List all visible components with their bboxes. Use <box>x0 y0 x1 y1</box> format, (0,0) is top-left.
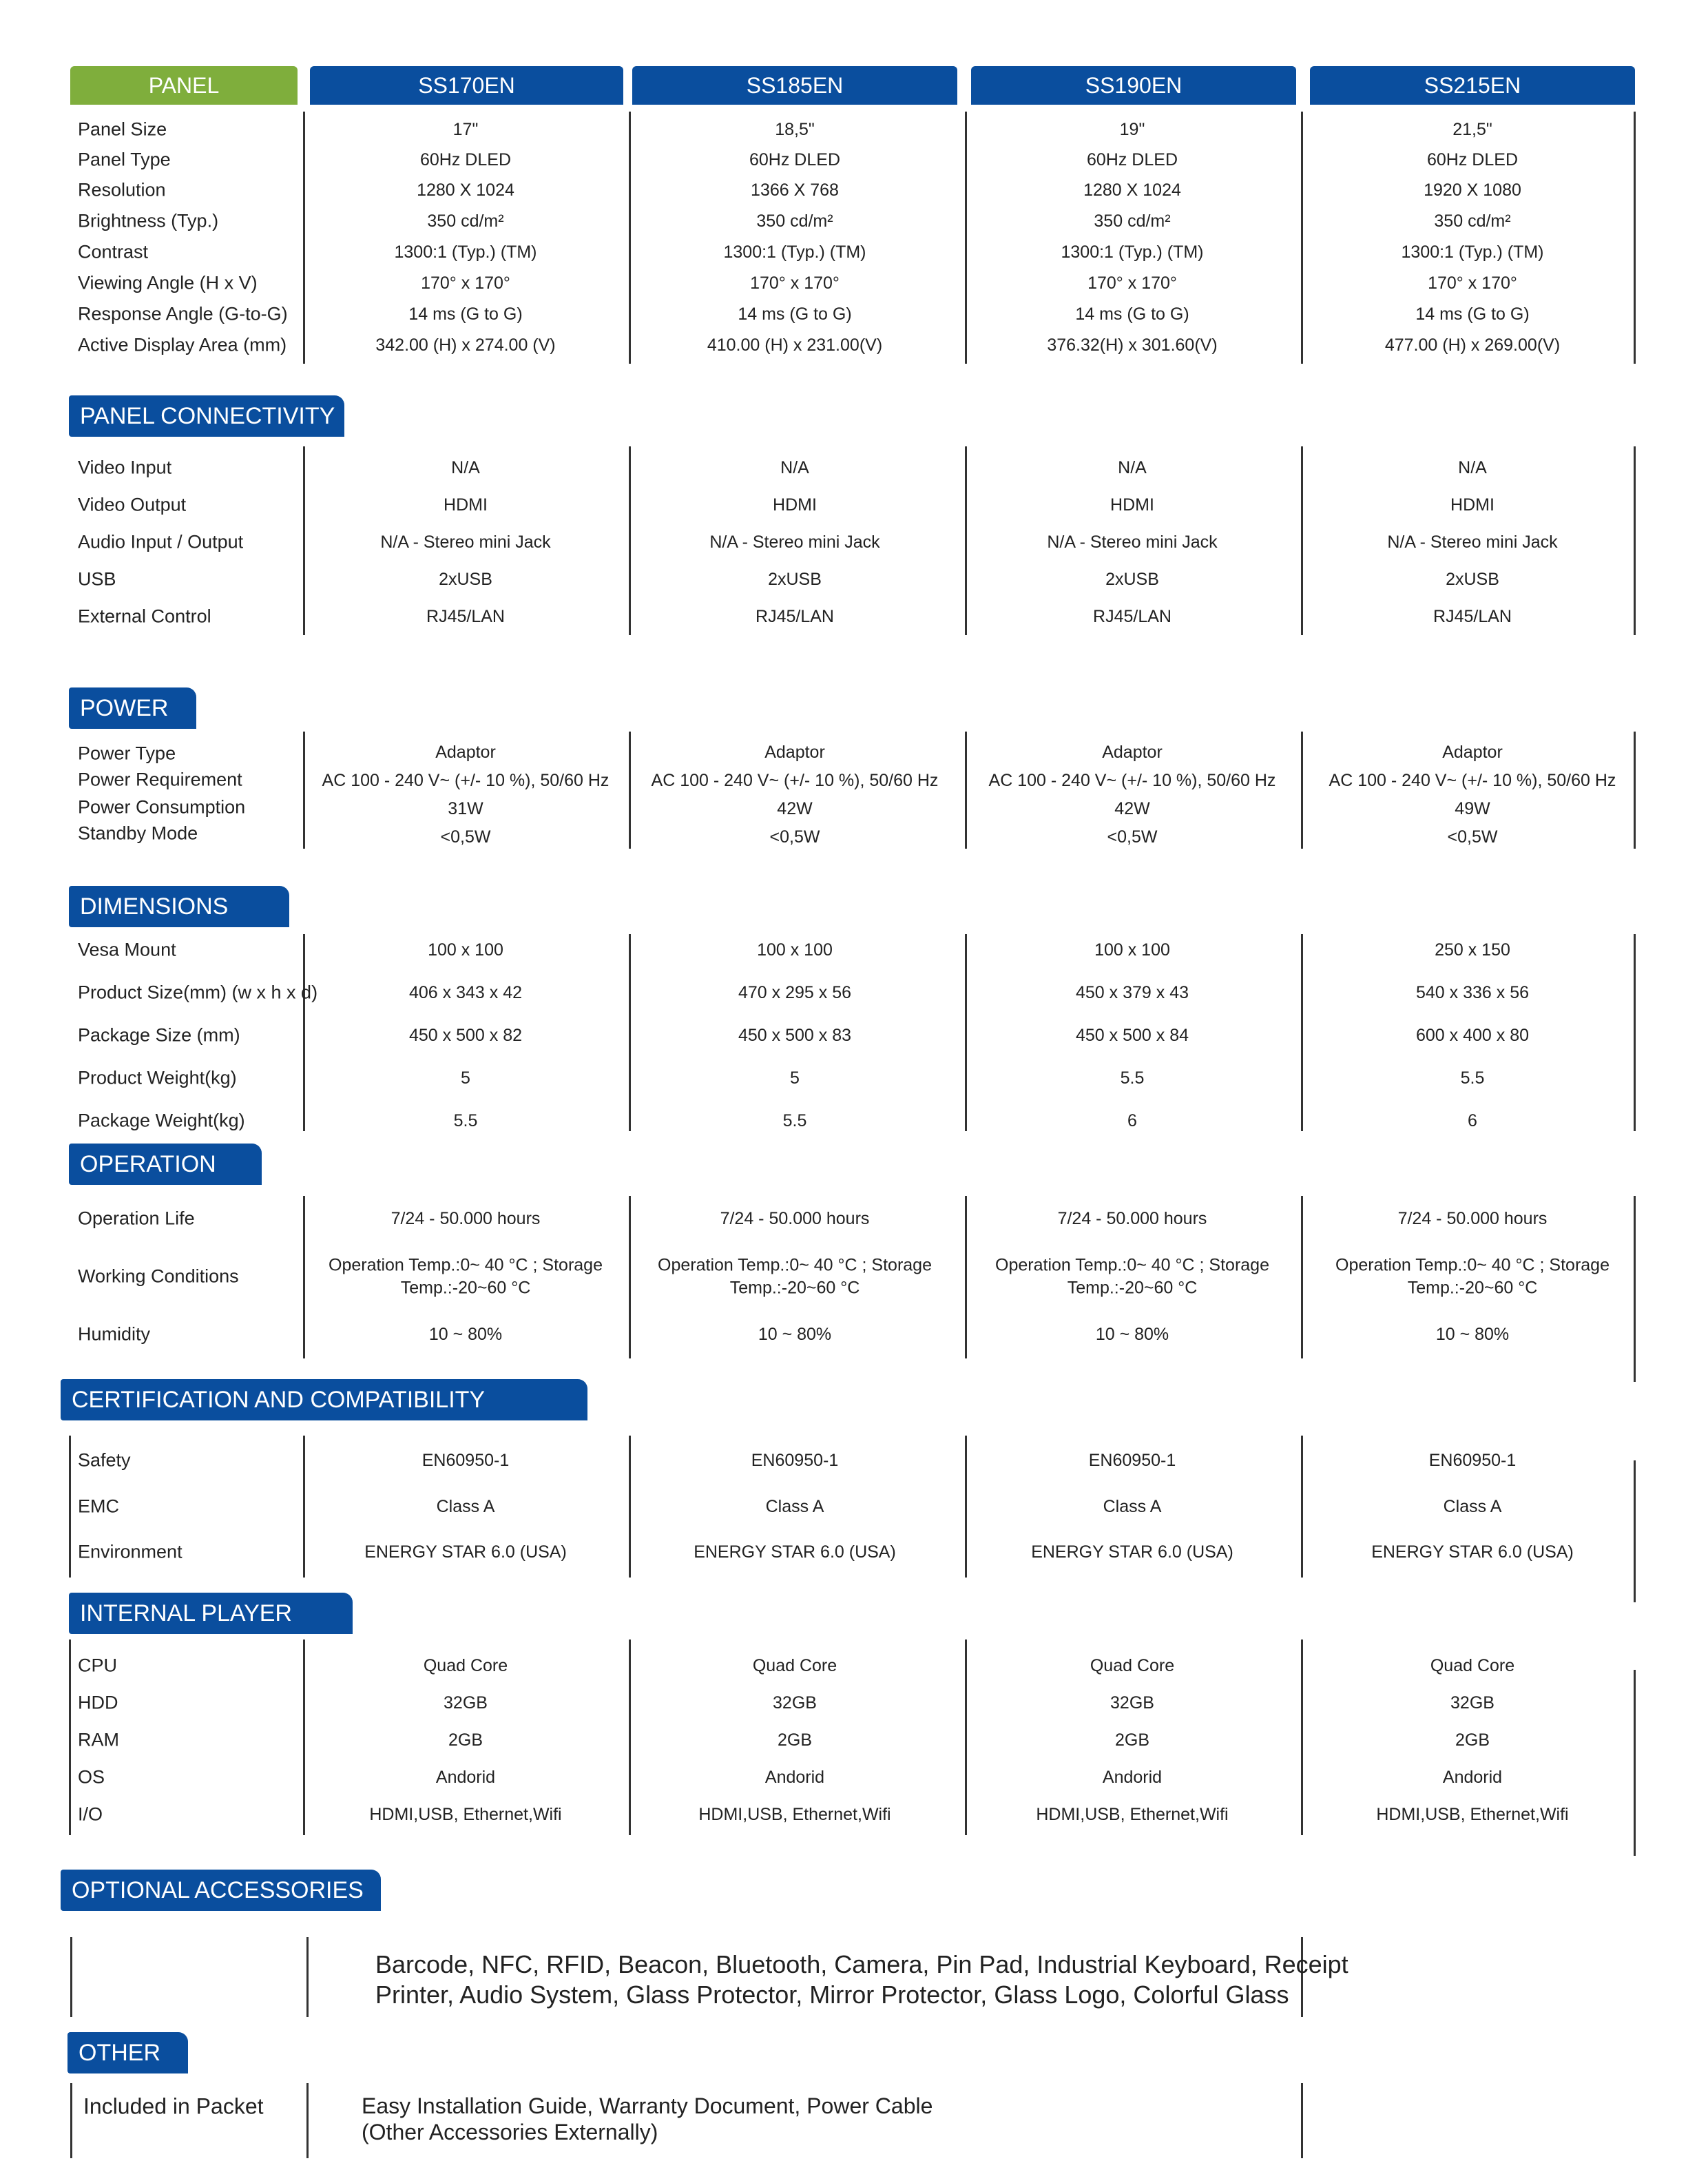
cell-value: Quad Core <box>1430 1655 1515 1675</box>
row-label: OS <box>78 1766 105 1788</box>
cell-value: ENERGY STAR 6.0 (USA) <box>1031 1542 1233 1562</box>
cell-value: HDMI,USB, Ethernet,Wifi <box>369 1804 562 1824</box>
column-divider <box>1301 112 1303 364</box>
cell-value: <0,5W <box>769 827 820 847</box>
cell-value: 1300:1 (Typ.) (TM) <box>394 242 537 262</box>
cell-value: RJ45/LAN <box>426 606 505 626</box>
row-label: Power Consumption <box>78 796 246 818</box>
cell-value: 5.5 <box>1120 1068 1145 1088</box>
cell-value: 10 ~ 80% <box>758 1324 832 1344</box>
cell-value: EN60950-1 <box>421 1450 510 1470</box>
accessories-line: Barcode, NFC, RFID, Beacon, Bluetooth, Camera, Pin Pad, Industrial Keyboard, Receipt <box>375 1950 1348 1978</box>
column-divider <box>1634 1223 1636 1382</box>
cell-value: 7/24 - 50.000 hours <box>720 1208 870 1228</box>
cell-value: AC 100 - 240 V~ (+/- 10 %), 50/60 Hz <box>651 770 939 790</box>
row-label: Package Size (mm) <box>78 1024 240 1046</box>
column-divider <box>306 2083 309 2158</box>
cell-value: N/A - Stereo mini Jack <box>380 532 551 552</box>
section-title-panel-connectivity: PANEL CONNECTIVITY <box>69 395 344 437</box>
cell-value: RJ45/LAN <box>756 606 834 626</box>
column-divider <box>69 1436 71 1578</box>
cell-value: Adaptor <box>1442 742 1503 762</box>
row-label: Video Input <box>78 457 172 478</box>
cell-value: 17" <box>452 119 479 139</box>
cell-value: 1366 X 768 <box>751 180 839 200</box>
cell-value: <0,5W <box>1447 827 1498 847</box>
column-divider <box>965 934 967 1131</box>
row-label: Contrast <box>78 241 149 262</box>
included-items <box>362 2093 933 2145</box>
cell-value: Andorid <box>764 1767 825 1787</box>
cell-value: 450 x 379 x 43 <box>1075 982 1189 1002</box>
cell-value: 350 cd/m² <box>1434 211 1511 231</box>
cell-value: 100 x 100 <box>757 940 833 960</box>
cell-value: Andorid <box>435 1767 496 1787</box>
cell-value: ENERGY STAR 6.0 (USA) <box>364 1542 567 1562</box>
cell-value: 450 x 500 x 83 <box>738 1025 851 1045</box>
cell-value: AC 100 - 240 V~ (+/- 10 %), 50/60 Hz <box>322 770 610 790</box>
cell-value: N/A <box>451 457 480 477</box>
cell-value: Class A <box>1443 1496 1502 1516</box>
cell-value: 5.5 <box>453 1110 478 1130</box>
column-divider <box>1301 732 1303 849</box>
cell-value: 1300:1 (Typ.) (TM) <box>723 242 866 262</box>
cell-value: 100 x 100 <box>428 940 503 960</box>
cell-value: 350 cd/m² <box>427 211 504 231</box>
row-label: Panel Type <box>78 149 171 170</box>
row-label: USB <box>78 568 116 590</box>
cell-value: 470 x 295 x 56 <box>738 982 851 1002</box>
column-divider <box>1301 1640 1303 1835</box>
column-divider <box>629 446 631 635</box>
cell-value: 2GB <box>1114 1730 1150 1750</box>
panel-header: PANEL <box>70 66 298 105</box>
accessories-line: Printer, Audio System, Glass Protector, Mirror Protector, Glass Logo, Colorful Glass <box>375 1980 1289 2009</box>
cell-value: 21,5" <box>1452 119 1492 139</box>
row-label: Resolution <box>78 179 166 200</box>
cell-value: Operation Temp.:0~ 40 °C ; Storage Temp.:-20~60 °C <box>995 1255 1269 1297</box>
cell-value: 342.00 (H) x 274.00 (V) <box>375 335 556 355</box>
cell-value: 60Hz DLED <box>1427 149 1518 169</box>
cell-value: Andorid <box>1102 1767 1163 1787</box>
column-divider <box>629 1436 631 1578</box>
column-divider <box>629 112 631 364</box>
section-title-optional-accessories: OPTIONAL ACCESSORIES <box>61 1870 381 1911</box>
model-header: SS170EN <box>310 66 623 105</box>
cell-value: 32GB <box>444 1693 488 1713</box>
section-title-dimensions: DIMENSIONS <box>69 886 289 927</box>
column-divider <box>70 1937 72 2017</box>
cell-value: 60Hz DLED <box>1087 149 1178 169</box>
cell-value: 31W <box>448 798 483 818</box>
cell-value: RJ45/LAN <box>1433 606 1512 626</box>
cell-value: N/A <box>1118 457 1147 477</box>
column-divider <box>629 1640 631 1835</box>
cell-value: ENERGY STAR 6.0 (USA) <box>1371 1542 1574 1562</box>
cell-value: 49W <box>1455 798 1490 818</box>
cell-value: 14 ms (G to G) <box>738 304 852 324</box>
row-label: Product Weight(kg) <box>78 1067 237 1088</box>
column-divider <box>629 1196 631 1358</box>
row-label: Viewing Angle (H x V) <box>78 272 258 293</box>
column-divider <box>1301 1196 1303 1358</box>
row-label: Vesa Mount <box>78 939 176 960</box>
cell-value: 5.5 <box>782 1110 807 1130</box>
cell-value: 600 x 400 x 80 <box>1415 1025 1529 1045</box>
row-label: Package Weight(kg) <box>78 1110 245 1131</box>
cell-value: 60Hz DLED <box>749 149 840 169</box>
cell-value: 1920 X 1080 <box>1424 180 1521 200</box>
model-header: SS185EN <box>632 66 957 105</box>
cell-value: 450 x 500 x 82 <box>408 1025 522 1045</box>
row-label: EMC <box>78 1496 119 1517</box>
cell-value: 5.5 <box>1460 1068 1485 1088</box>
cell-value: RJ45/LAN <box>1093 606 1171 626</box>
section-title-other: OTHER <box>67 2032 188 2073</box>
row-label: Product Size(mm) (w x h x d) <box>78 982 318 1003</box>
cell-value: HDMI,USB, Ethernet,Wifi <box>1036 1804 1229 1824</box>
cell-value: 7/24 - 50.000 hours <box>1397 1208 1548 1228</box>
column-divider <box>629 934 631 1131</box>
cell-value: 540 x 336 x 56 <box>1415 982 1529 1002</box>
cell-value: 6 <box>1468 1110 1477 1130</box>
cell-value: 1300:1 (Typ.) (TM) <box>1061 242 1204 262</box>
cell-value: Quad Core <box>752 1655 837 1675</box>
cell-value: HDMI <box>444 495 488 515</box>
cell-value: HDMI <box>1110 495 1154 515</box>
column-divider <box>1634 1460 1636 1602</box>
cell-value: 2xUSB <box>768 569 822 589</box>
column-divider <box>965 1640 967 1835</box>
row-label: Power Requirement <box>78 769 242 790</box>
model-header: SS215EN <box>1310 66 1635 105</box>
cell-value: 42W <box>1114 798 1150 818</box>
row-label: Environment <box>78 1541 183 1562</box>
cell-value: Class A <box>436 1496 495 1516</box>
row-label: External Control <box>78 606 211 627</box>
cell-value: HDMI,USB, Ethernet,Wifi <box>698 1804 891 1824</box>
section-title-internal-player: INTERNAL PLAYER <box>69 1593 353 1634</box>
row-label: CPU <box>78 1655 118 1676</box>
cell-value: EN60950-1 <box>1428 1450 1517 1470</box>
column-divider <box>965 1436 967 1578</box>
cell-value: Adaptor <box>764 742 825 762</box>
cell-value: 170° x 170° <box>750 273 840 293</box>
cell-value: 350 cd/m² <box>1094 211 1171 231</box>
cell-value: 18,5" <box>775 119 815 139</box>
row-label: Included in Packet <box>83 2093 264 2119</box>
included-line: Easy Installation Guide, Warranty Document, Power Cable <box>362 2093 933 2118</box>
cell-value: N/A - Stereo mini Jack <box>1387 532 1558 552</box>
cell-value: 1280 X 1024 <box>417 180 514 200</box>
cell-value: 14 ms (G to G) <box>1075 304 1189 324</box>
cell-value: 10 ~ 80% <box>428 1324 503 1344</box>
row-label: Working Conditions <box>78 1265 239 1287</box>
cell-value: 1300:1 (Typ.) (TM) <box>1401 242 1544 262</box>
cell-value: 2GB <box>777 1730 813 1750</box>
cell-value: 42W <box>777 798 813 818</box>
cell-value: 477.00 (H) x 269.00(V) <box>1384 335 1561 355</box>
cell-value: 2xUSB <box>1105 569 1159 589</box>
cell-value: 450 x 500 x 84 <box>1075 1025 1189 1045</box>
cell-value: <0,5W <box>440 827 491 847</box>
row-label: Power Type <box>78 743 176 764</box>
column-divider <box>306 1937 309 2017</box>
cell-value: 32GB <box>773 1693 817 1713</box>
column-divider <box>965 1196 967 1358</box>
row-label: RAM <box>78 1729 119 1750</box>
row-label: Audio Input / Output <box>78 531 244 552</box>
cell-value: ENERGY STAR 6.0 (USA) <box>694 1542 896 1562</box>
cell-value: 100 x 100 <box>1094 940 1170 960</box>
cell-value: Quad Core <box>423 1655 508 1675</box>
column-divider <box>629 732 631 849</box>
cell-value: 410.00 (H) x 231.00(V) <box>707 335 883 355</box>
column-divider <box>1301 2083 1303 2158</box>
cell-value: Operation Temp.:0~ 40 °C ; Storage Temp.:-20~60 °C <box>329 1255 603 1297</box>
column-divider <box>965 112 967 364</box>
cell-value: Adaptor <box>1102 742 1163 762</box>
cell-value: 7/24 - 50.000 hours <box>1057 1208 1207 1228</box>
cell-value: 376.32(H) x 301.60(V) <box>1047 335 1218 355</box>
cell-value: N/A - Stereo mini Jack <box>709 532 880 552</box>
cell-value: 14 ms (G to G) <box>408 304 523 324</box>
column-divider <box>965 732 967 849</box>
column-divider <box>1301 1436 1303 1578</box>
cell-value: HDMI <box>773 495 817 515</box>
cell-value: 2xUSB <box>439 569 492 589</box>
section-title-certification: CERTIFICATION AND COMPATIBILITY <box>61 1379 587 1420</box>
cell-value: 7/24 - 50.000 hours <box>390 1208 541 1228</box>
cell-value: 2xUSB <box>1446 569 1499 589</box>
row-label: HDD <box>78 1692 118 1713</box>
column-divider <box>1301 446 1303 635</box>
accessories-list <box>375 1949 1348 2010</box>
cell-value: 60Hz DLED <box>420 149 511 169</box>
row-label: Panel Size <box>78 118 167 140</box>
row-label: I/O <box>78 1803 103 1825</box>
cell-value: N/A - Stereo mini Jack <box>1047 532 1218 552</box>
row-label: Operation Life <box>78 1208 195 1229</box>
cell-value: 6 <box>1127 1110 1137 1130</box>
column-divider <box>1301 934 1303 1131</box>
cell-value: 5 <box>461 1068 470 1088</box>
cell-value: 170° x 170° <box>421 273 510 293</box>
cell-value: Quad Core <box>1090 1655 1175 1675</box>
cell-value: N/A <box>780 457 809 477</box>
cell-value: 32GB <box>1450 1693 1494 1713</box>
cell-value: HDMI,USB, Ethernet,Wifi <box>1376 1804 1569 1824</box>
cell-value: 10 ~ 80% <box>1435 1324 1510 1344</box>
cell-value: 1280 X 1024 <box>1083 180 1181 200</box>
cell-value: AC 100 - 240 V~ (+/- 10 %), 50/60 Hz <box>1329 770 1616 790</box>
row-label: Standby Mode <box>78 823 198 844</box>
cell-value: 350 cd/m² <box>756 211 833 231</box>
column-divider <box>69 1640 71 1835</box>
cell-value: Class A <box>1103 1496 1162 1516</box>
cell-value: 19" <box>1119 119 1145 139</box>
row-label: Safety <box>78 1449 131 1471</box>
section-title-operation: OPERATION <box>69 1144 262 1185</box>
cell-value: Class A <box>765 1496 824 1516</box>
row-label: Brightness (Typ.) <box>78 210 219 231</box>
row-label: Video Output <box>78 494 187 515</box>
row-label: Response Angle (G-to-G) <box>78 303 288 324</box>
cell-value: 2GB <box>1455 1730 1490 1750</box>
column-divider <box>70 2083 72 2158</box>
cell-value: 406 x 343 x 42 <box>408 982 522 1002</box>
cell-value: EN60950-1 <box>751 1450 839 1470</box>
section-title-power: POWER <box>69 687 196 729</box>
cell-value: AC 100 - 240 V~ (+/- 10 %), 50/60 Hz <box>988 770 1276 790</box>
cell-value: 10 ~ 80% <box>1095 1324 1169 1344</box>
cell-value: 250 x 150 <box>1435 940 1510 960</box>
cell-value: Operation Temp.:0~ 40 °C ; Storage Temp.:-20~60 °C <box>658 1255 932 1297</box>
cell-value: 170° x 170° <box>1087 273 1177 293</box>
cell-value: 14 ms (G to G) <box>1415 304 1530 324</box>
cell-value: 32GB <box>1110 1693 1154 1713</box>
cell-value: Operation Temp.:0~ 40 °C ; Storage Temp.:-20~60 °C <box>1335 1255 1610 1297</box>
model-header: SS190EN <box>971 66 1296 105</box>
cell-value: Andorid <box>1442 1767 1503 1787</box>
included-line: (Other Accessories Externally) <box>362 2120 658 2144</box>
row-label: Humidity <box>78 1323 151 1345</box>
cell-value: EN60950-1 <box>1088 1450 1176 1470</box>
cell-value: 170° x 170° <box>1428 273 1517 293</box>
cell-value: <0,5W <box>1107 827 1158 847</box>
column-divider <box>965 446 967 635</box>
cell-value: HDMI <box>1450 495 1494 515</box>
cell-value: 2GB <box>448 1730 483 1750</box>
row-label: Active Display Area (mm) <box>78 334 287 355</box>
cell-value: N/A <box>1458 457 1487 477</box>
cell-value: Adaptor <box>435 742 496 762</box>
cell-value: 5 <box>790 1068 800 1088</box>
